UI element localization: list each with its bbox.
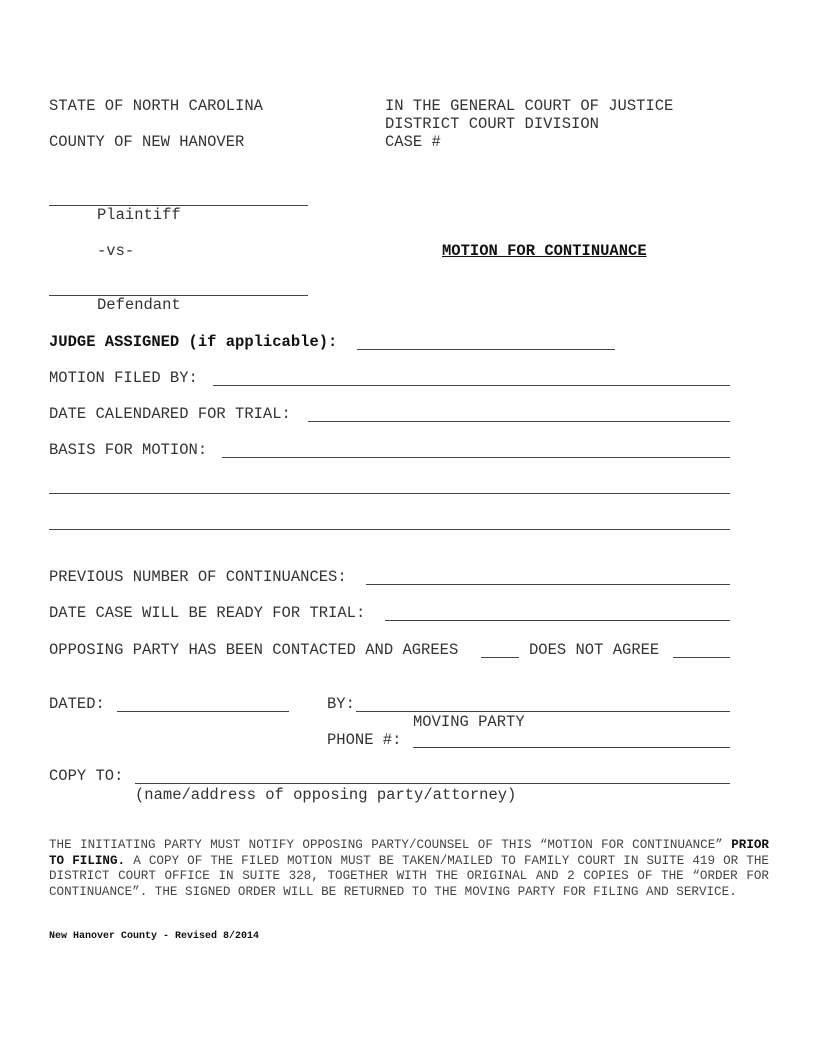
does-not-agree-field[interactable] [673,657,730,658]
copy-to-label: COPY TO: [49,767,124,785]
judge-field[interactable] [357,349,615,350]
date-calendared-label: DATE CALENDARED FOR TRIAL: [49,405,291,423]
plaintiff-label: Plaintiff [97,206,181,224]
copy-to-field[interactable] [135,783,730,784]
notice-text-1: THE INITIATING PARTY MUST NOTIFY OPPOSING PARTY/COUNSEL OF THIS “MOTION FOR CONTINUANCE” [49,838,732,852]
basis-label: BASIS FOR MOTION: [49,441,208,459]
phone-label: PHONE #: [327,731,402,749]
date-calendared-field[interactable] [308,421,730,422]
county-label: COUNTY OF NEW HANOVER [49,133,245,151]
notice-text-2: A COPY OF THE FILED MOTION MUST BE TAKEN/MAILED TO FAMILY COURT IN SUITE 419 OR THE DISTRICT COURT OFFICE IN SUITE 328, TOGETHER WITH THE ORIGINAL AND 2 COPIES OF THE “ORDER FOR CONTINUANCE”. THE SIGNED ORDER WILL BE RETURNED TO THE MOVING PARTY FOR FILING AND SERVICE. [49,853,769,899]
notice-bold: PRIOR TO FILING. [49,838,769,868]
basis-field-line-3[interactable] [49,529,730,530]
basis-field-line-1[interactable] [222,457,730,458]
ready-date-label: DATE CASE WILL BE READY FOR TRIAL: [49,604,366,622]
form-title: MOTION FOR CONTINUANCE [442,242,647,260]
dated-field[interactable] [117,711,289,712]
judge-label: JUDGE ASSIGNED (if applicable): [49,333,338,351]
previous-continuances-field[interactable] [366,584,730,585]
moving-party-label: MOVING PARTY [413,713,525,731]
opposing-agrees-label: OPPOSING PARTY HAS BEEN CONTACTED AND AGREES [49,641,459,659]
filed-by-field[interactable] [213,385,730,386]
defendant-label: Defendant [97,296,181,314]
basis-field-line-2[interactable] [49,493,730,494]
case-number-label: CASE # [385,133,441,151]
notice-paragraph [49,838,769,900]
copy-to-hint: (name/address of opposing party/attorney) [135,786,517,804]
division-label: DISTRICT COURT DIVISION [385,115,599,133]
state-label: STATE OF NORTH CAROLINA [49,97,263,115]
previous-continuances-label: PREVIOUS NUMBER OF CONTINUANCES: [49,568,347,586]
court-label: IN THE GENERAL COURT OF JUSTICE [385,97,674,115]
ready-date-field[interactable] [385,620,730,621]
filed-by-label: MOTION FILED BY: [49,369,198,387]
by-label: BY: [327,695,355,713]
agrees-field[interactable] [481,657,519,658]
by-field[interactable] [356,711,730,712]
phone-field[interactable] [413,747,730,748]
dated-label: DATED: [49,695,105,713]
does-not-agree-label: DOES NOT AGREE [529,641,660,659]
revision-footer: New Hanover County - Revised 8/2014 [49,931,260,942]
vs-label: -vs- [97,242,135,260]
